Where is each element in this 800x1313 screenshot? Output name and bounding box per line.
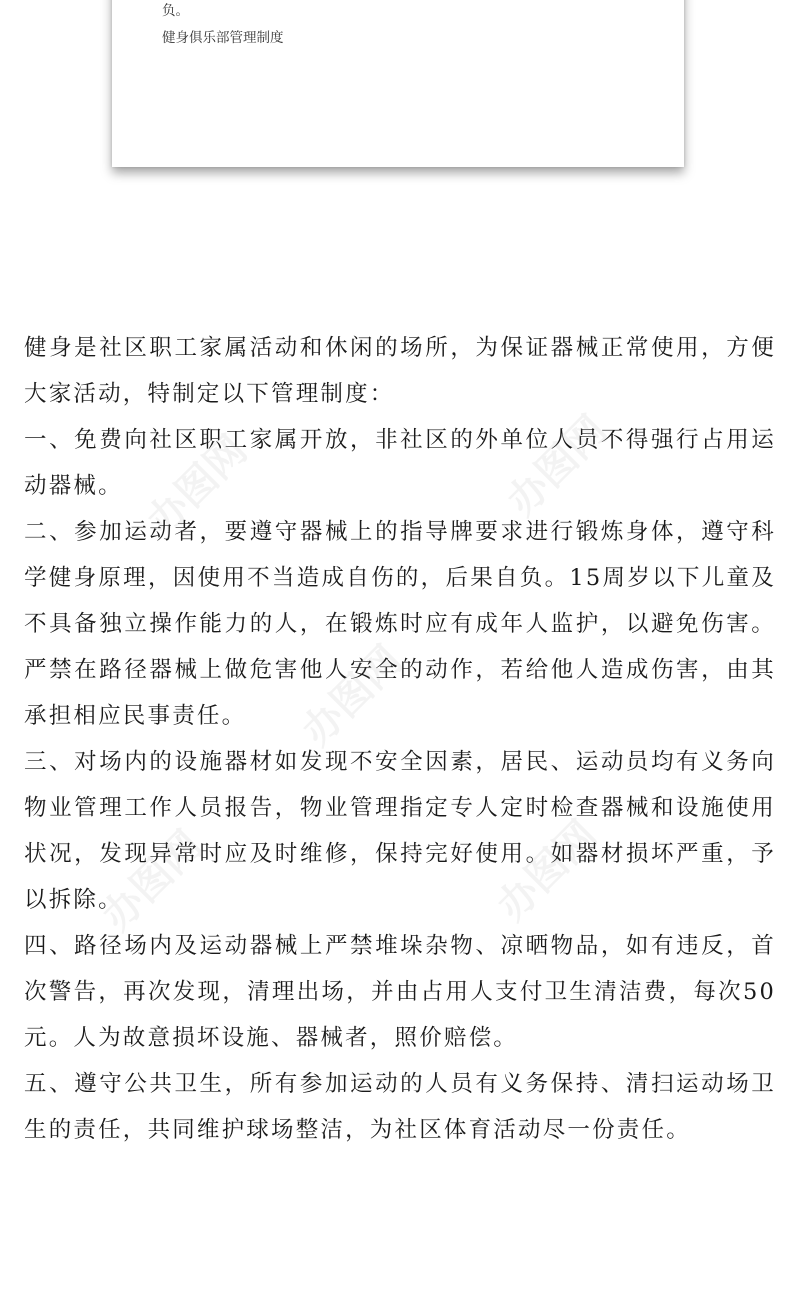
preview-text (162, 0, 652, 52)
preview-line: 负。 (162, 3, 189, 19)
preview-line: 健身俱乐部管理制度 (162, 30, 284, 46)
intro-paragraph: 健身是社区职工家属活动和休闲的场所，为保证器械正常使用，方便大家活动，特制定以下管理制度： (24, 335, 776, 407)
rule-paragraph: 一、免费向社区职工家属开放，非社区的外单位人员不得强行占用运动器械。 (24, 427, 776, 499)
rule-paragraph: 二、参加运动者，要遵守器械上的指导牌要求进行锻炼身体，遵守科学健身原理，因使用不当造成自伤的，后果自负。15周岁以下儿童及不具备独立操作能力的人，在锻炼时应有成年人监护，以避免伤害。严禁在路径器械上做危害他人安全的动作，若给他人造成伤害，由其承担相应民事责任。 (24, 519, 776, 729)
watermark: 办图网 (293, 637, 412, 755)
watermark: 办图网 (488, 812, 607, 930)
watermark: 办图网 (138, 427, 257, 545)
watermark: 办图网 (93, 822, 212, 940)
rule-paragraph: 四、路径场内及运动器械上严禁堆垛杂物、凉晒物品，如有违反，首次警告，再次发现，清理出场，并由占用人支付卫生清洁费，每次50元。人为故意损坏设施、器械者，照价赔偿。 (24, 933, 776, 1051)
rule-paragraph: 三、对场内的设施器材如发现不安全因素，居民、运动员均有义务向物业管理工作人员报告，物业管理指定专人定时检查器械和设施使用状况，发现异常时应及时维修，保持完好使用。如器材损坏严重，予以拆除。 (24, 749, 776, 913)
watermark: 办图网 (498, 407, 617, 525)
document-body (24, 325, 776, 1153)
document-preview-card (112, 0, 684, 167)
rule-paragraph: 五、遵守公共卫生，所有参加运动的人员有义务保持、清扫运动场卫生的责任，共同维护球场整洁，为社区体育活动尽一份责任。 (24, 1071, 776, 1143)
